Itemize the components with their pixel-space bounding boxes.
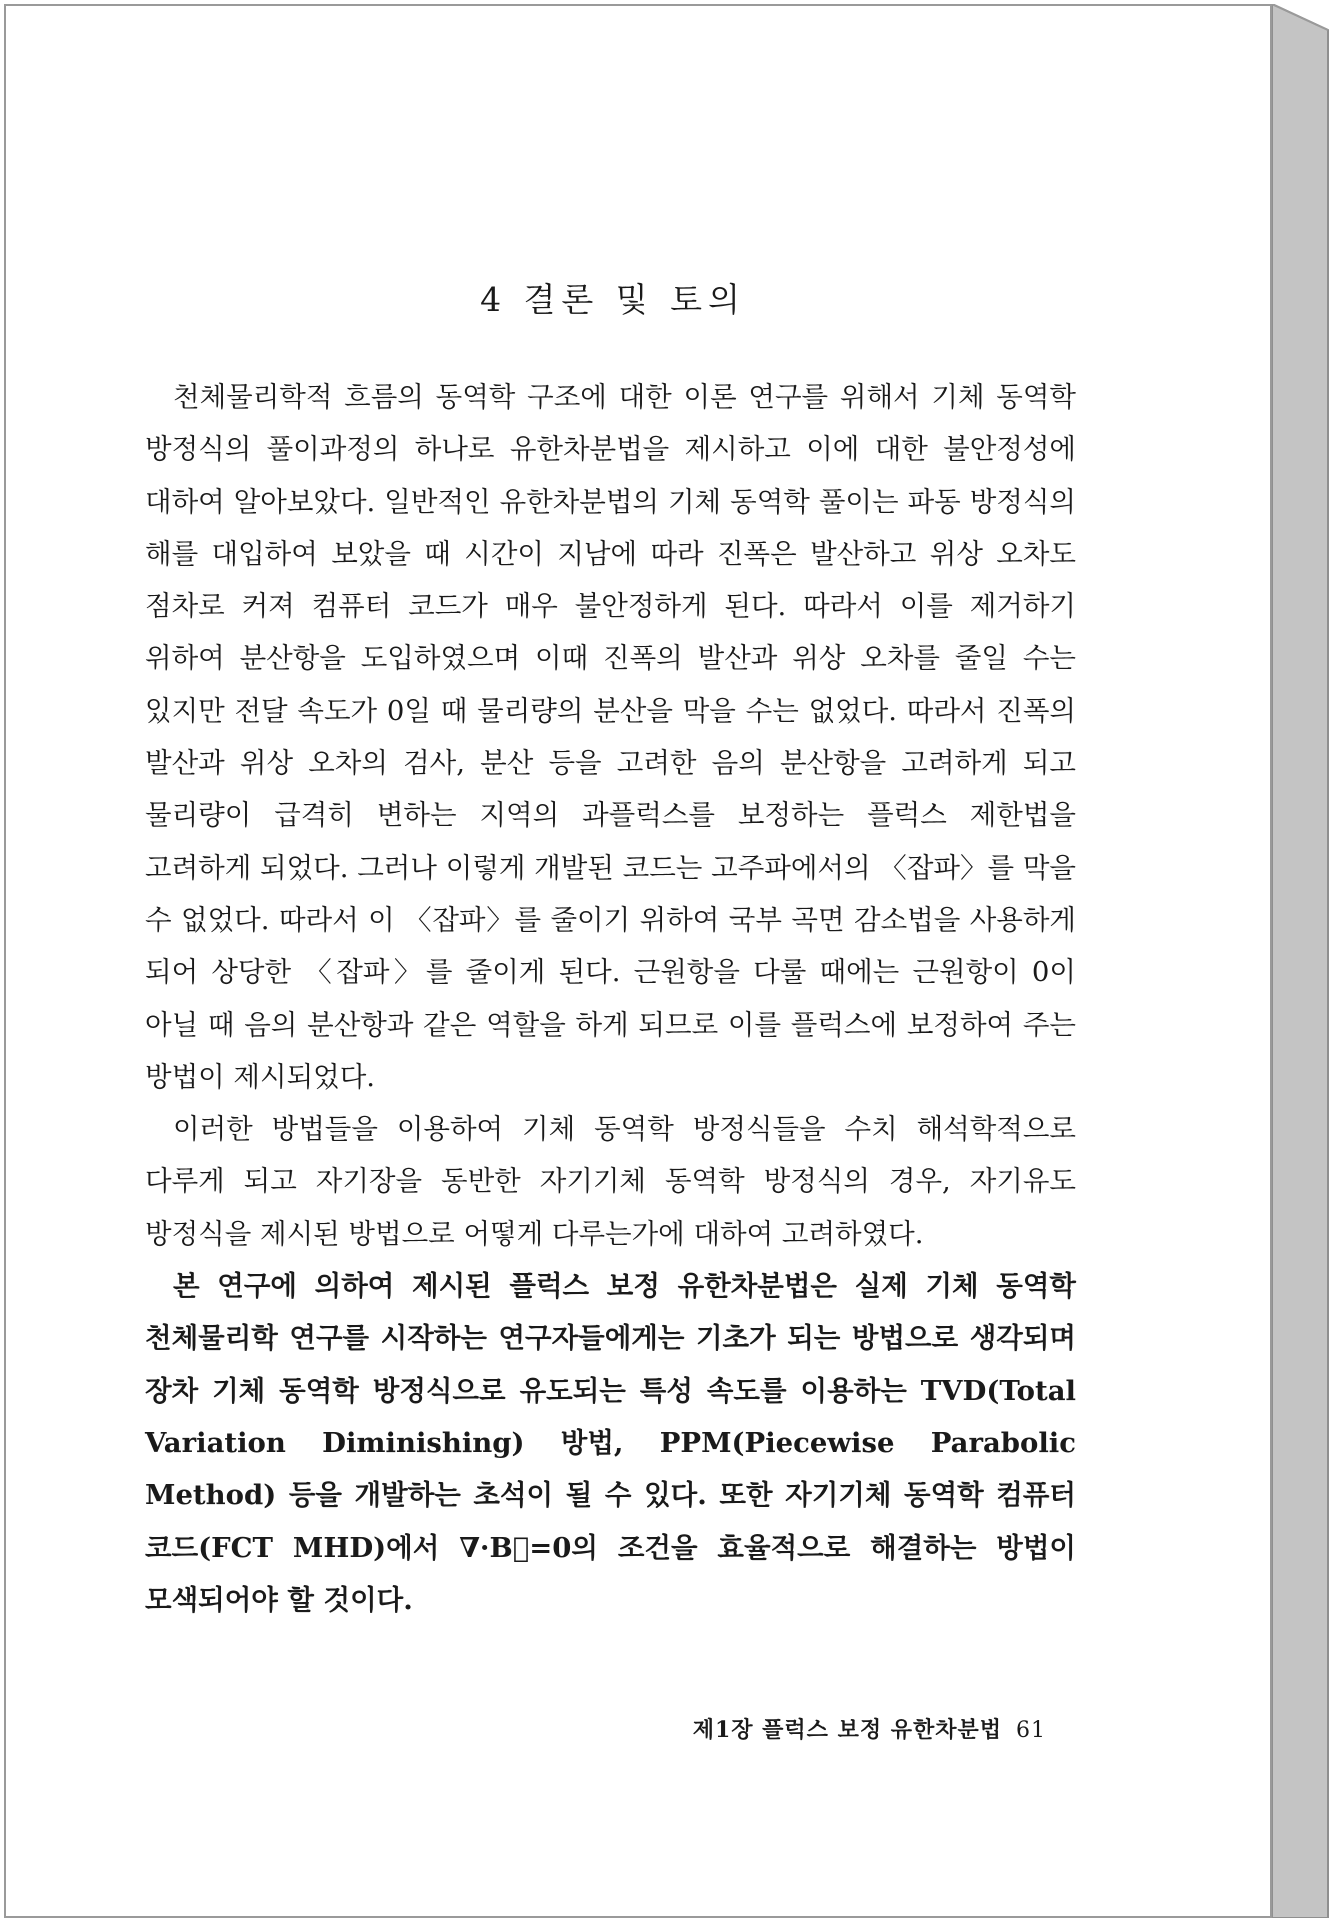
paragraph-2: 이러한 방법들을 이용하여 기체 동역학 방정식들을 수치 해석학적으로 다루게 되고 자기장을 동반한 자기기체 동역학 방정식의 경우, 자기유도 방정식을 제시된 방법으로 어떻게 다루는가에 대하여 고려하였다.: [145, 1113, 1076, 1250]
book-edge-shape: [1272, 4, 1334, 1918]
book-side-edge: [1272, 4, 1334, 1918]
body-text: [145, 371, 1076, 1626]
page-footer: [646, 1713, 1046, 1744]
paragraph-1: 천체물리학적 흐름의 동역학 구조에 대한 이론 연구를 위해서 기체 동역학 방정식의 풀이과정의 하나로 유한차분법을 제시하고 이에 대한 불안정성에 대하여 알아보았다. 일반적인 유한차분법의 기체 동역학 풀이는 파동 방정식의 해를 대입하여 보았을 때 시간이 지남에 따라 진폭은 발산하고 위상 오차도 점차로 커져 컴퓨터 코드가 매우 불안정하게 된다. 따라서 이를 제거하기 위하여 분산항을 도입하였으며 이때 진폭의 발산과 위상 오차를 줄일 수는 있지만 전달 속도가 0일 때 물리량의 분산을 막을 수는 없었다. 따라서 진폭의 발산과 위상 오차의 검사, 분산 등을 고려한 음의 분산항을 고려하게 되고 물리량이 급격히 변하는 지역의 과플럭스를 보정하는 플럭스 제한법을 고려하게 되었다. 그러나 이렇게 개발된 코드는 고주파에서의 〈잡파〉를 막을 수 없었다. 따라서 이 〈잡파〉를 줄이기 위하여 국부 곡면 감소법을 사용하게 되어 상당한 〈잡파〉를 줄이게 된다. 근원항을 다룰 때에는 근원항이 0이 아닐 때 음의 분산항과 같은 역할을 하게 되므로 이를 플럭스에 보정하여 주는 방법이 제시되었다.: [145, 381, 1076, 1093]
footer-chapter-title: 제1장 플럭스 보정 유한차분법: [692, 1717, 1002, 1743]
page-number: 61: [1016, 1718, 1046, 1743]
section-title: 4 결론 및 토의: [480, 280, 746, 319]
book-page: [4, 4, 1272, 1918]
paragraph-3: 본 연구에 의하여 제시된 플럭스 보정 유한차분법은 실제 기체 동역학 천체물리학 연구를 시작하는 연구자들에게는 기초가 되는 방법으로 생각되며 장차 기체 동역학 방정식으로 유도되는 특성 속도를 이용하는 TVD(Total Variation Diminishing) 방법, PPM(Piecewise Parabolic Method) 등을 개발하는 초석이 될 수 있다. 또한 자기기체 동역학 컴퓨터 코드(FCT MHD)에서 ∇·B⃗=0의 조건을 효율적으로 해결하는 방법이 모색되어야 할 것이다.: [145, 1270, 1076, 1616]
